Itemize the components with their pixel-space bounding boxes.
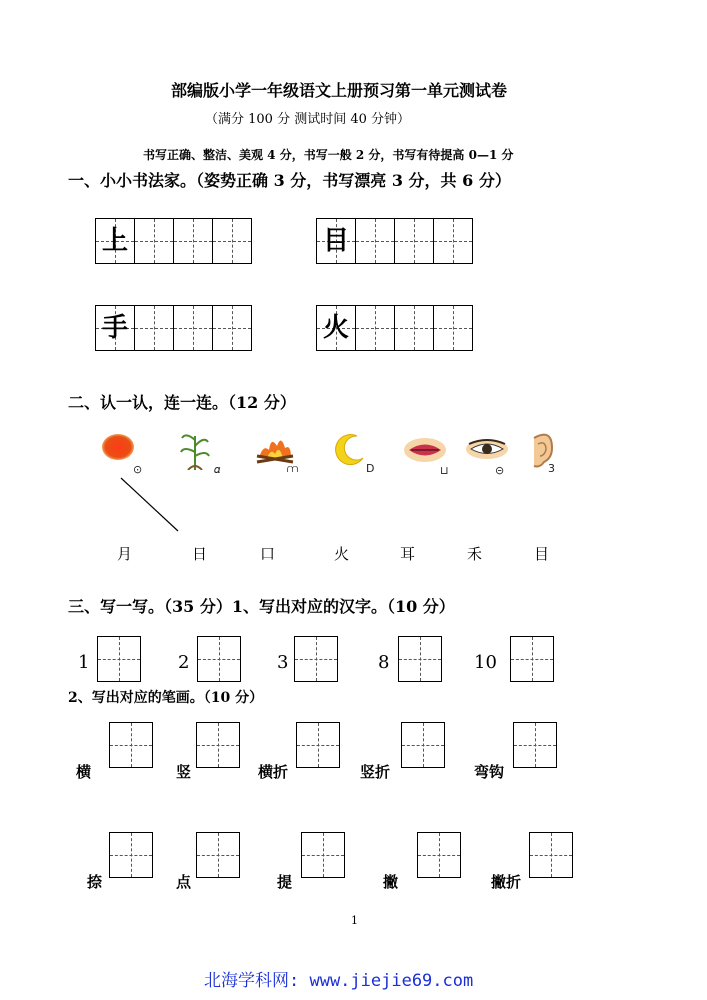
answer-char[interactable]: 月: [117, 545, 133, 563]
number-label: 8: [378, 652, 390, 673]
stroke-box[interactable]: [301, 832, 345, 878]
answer-box[interactable]: [398, 636, 442, 682]
stroke-box[interactable]: [109, 832, 153, 878]
page-number: 1: [351, 914, 358, 927]
sun-picture: [100, 432, 136, 464]
fire-picture: [255, 432, 295, 466]
model-char: 火: [322, 313, 349, 343]
moon-ancient-glyph: D: [366, 462, 375, 475]
eye-picture: [465, 438, 509, 460]
stroke-label: 撇折: [491, 873, 522, 891]
stroke-box[interactable]: [417, 832, 461, 878]
stroke-box[interactable]: [529, 832, 573, 878]
answer-box[interactable]: [510, 636, 554, 682]
sun-ancient-glyph: ⊙: [133, 463, 143, 476]
number-label: 3: [277, 652, 289, 673]
section2-heading: 二、认一认，连一连。（12 分）: [68, 393, 296, 412]
model-char: 上: [101, 226, 128, 256]
section3-sub2-heading: 2、写出对应的笔画。（10 分）: [68, 690, 264, 706]
moon-picture: [333, 432, 367, 466]
fire-ancient-glyph: ⩋: [287, 462, 299, 475]
grain-picture: [178, 430, 212, 470]
stroke-label: 横折: [258, 763, 289, 781]
writing-rule: 书写正确、整洁、美观 4 分，书写一般 2 分，书写有待提高 0—1 分: [143, 148, 514, 162]
number-label: 1: [78, 652, 90, 673]
page-title: 部编版小学一年级语文上册预习第一单元测试卷: [171, 81, 508, 100]
number-label: 10: [474, 652, 497, 673]
answer-box[interactable]: [197, 636, 241, 682]
stroke-box[interactable]: [296, 722, 340, 768]
example-connection-line: [118, 475, 182, 535]
practice-grid-mu[interactable]: [316, 218, 473, 264]
stroke-label: 竖: [176, 763, 192, 781]
section1-heading: 一、小小书法家。（姿势正确 3 分，书写漂亮 3 分，共 6 分）: [68, 171, 511, 190]
footer-website[interactable]: 北海学科网: www.jiejie69.com: [204, 971, 474, 991]
answer-box[interactable]: [294, 636, 338, 682]
mouth-picture: [403, 437, 447, 463]
stroke-label: 撇: [383, 873, 399, 891]
model-char: 目: [322, 226, 349, 256]
stroke-label: 点: [176, 873, 192, 891]
stroke-label: 捺: [87, 873, 103, 891]
grain-ancient-glyph: 𝛼: [214, 463, 221, 476]
practice-grid-huo[interactable]: [316, 305, 473, 351]
stroke-box[interactable]: [513, 722, 557, 768]
practice-grid-shou[interactable]: [95, 305, 252, 351]
mouth-ancient-glyph: ⊔: [440, 464, 449, 477]
practice-grid-shang[interactable]: [95, 218, 252, 264]
stroke-box[interactable]: [401, 722, 445, 768]
ear-ancient-glyph: 3: [548, 462, 555, 475]
answer-char[interactable]: 日: [192, 545, 208, 563]
answer-char[interactable]: 禾: [467, 545, 483, 563]
answer-char[interactable]: 火: [334, 545, 350, 563]
stroke-label: 横: [76, 763, 92, 781]
stroke-label: 提: [277, 873, 293, 891]
answer-char[interactable]: 耳: [400, 545, 416, 563]
answer-char[interactable]: 口: [260, 545, 276, 563]
stroke-label: 竖折: [360, 763, 391, 781]
model-char: 手: [101, 313, 128, 343]
number-label: 2: [178, 652, 190, 673]
answer-char[interactable]: 目: [534, 545, 550, 563]
answer-box[interactable]: [97, 636, 141, 682]
score-info: （满分 100 分 测试时间 40 分钟）: [205, 112, 411, 127]
stroke-box[interactable]: [196, 832, 240, 878]
eye-ancient-glyph: ⊝: [495, 464, 505, 477]
section3-heading: 三、写一写。（35 分）1、写出对应的汉字。（10 分）: [68, 597, 455, 616]
stroke-label: 弯钩: [474, 763, 505, 781]
stroke-box[interactable]: [196, 722, 240, 768]
stroke-box[interactable]: [109, 722, 153, 768]
